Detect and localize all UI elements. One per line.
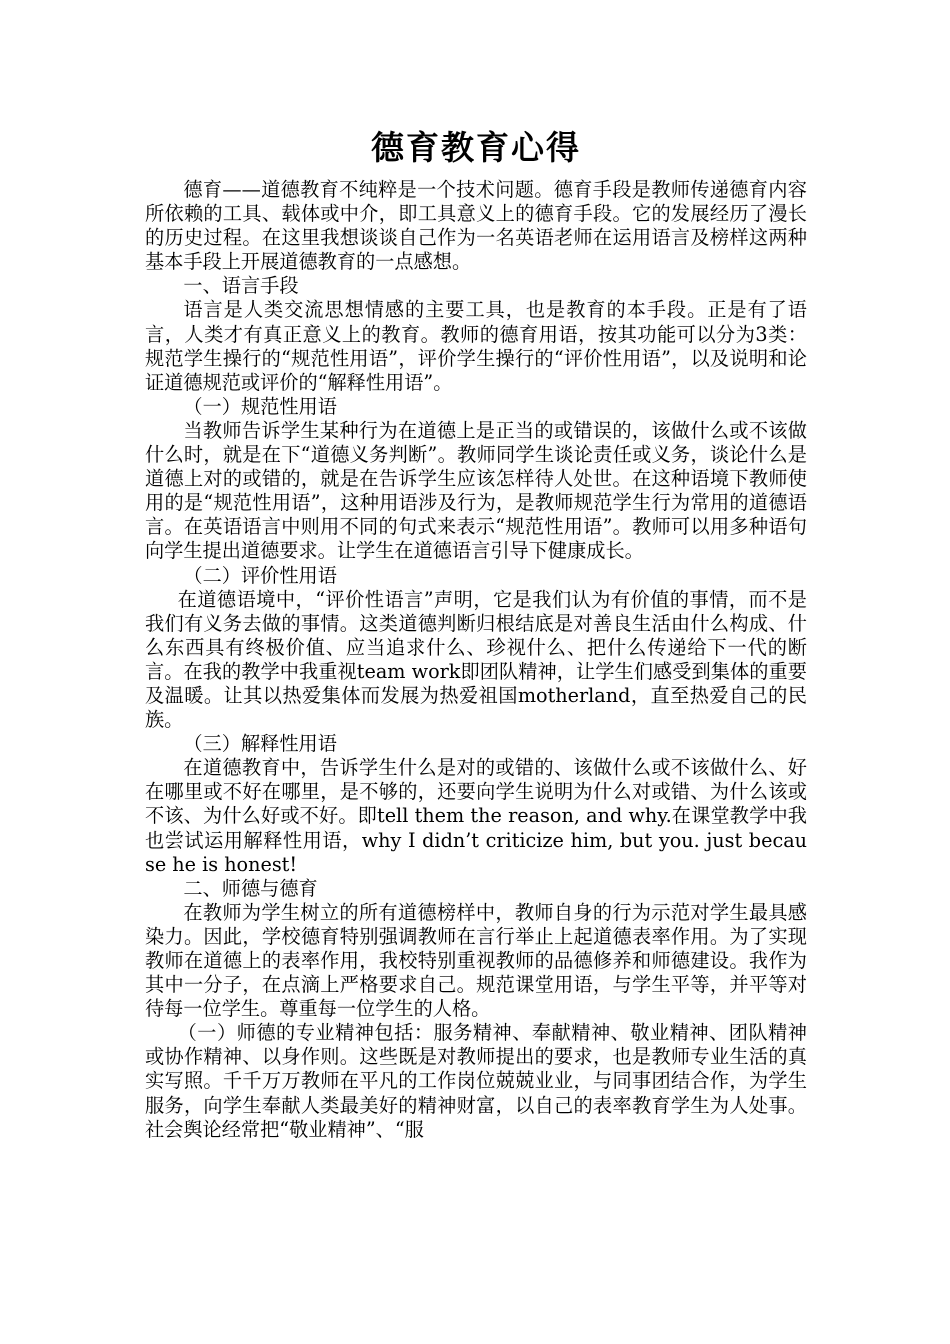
- explanatory-paragraph: 在道德教育中，告诉学生什么是对的或错的、该做什么或不该做什么、好在哪里或不好在哪里，是不够的，还要向学生说明为什么对或错、为什么该或不该、为什么好或不好。即tell them the reason, and why.在课堂教学中我也尝试运用解释性用语，why I didn’t criticize him, but you. just because he is honest!: [145, 756, 807, 876]
- subheading-normative: （一）规范性用语: [183, 394, 337, 418]
- section-heading-ethics: 二、师德与德育: [183, 876, 318, 900]
- normative-paragraph: 当教师告诉学生某种行为在道德上是正当的或错误的，该做什么或不该做什么时，就是在下“道德义务判断”。教师同学生谈论责任或义务，谈论什么是道德上对的或错的，就是在告诉学生应该怎样待人处世。在这种语境下教师使用的是“规范性用语”，这种用语涉及行为，是教师规范学生行为常用的道德语言。在英语语言中则用不同的句式来表示“规范性用语”。教师可以用多种语句向学生提出道德要求。让学生在道德语言引导下健康成长。: [145, 418, 807, 563]
- ethics-paragraph: 在教师为学生树立的所有道德榜样中，教师自身的行为示范对学生最具感染力。因此，学校德育特别强调教师在言行举止上起道德表率作用。为了实现教师在道德上的表率作用，我校特别重视教师的品德修养和师德建设。我作为其中一分子，在点滴上严格要求自己。规范课堂用语，与学生平等，并平等对待每一位学生。尊重每一位学生的人格。: [145, 900, 807, 1021]
- section-heading-language: 一、语言手段: [183, 274, 299, 298]
- professional-spirit-paragraph: （一）师德的专业精神包括：服务精神、奉献精神、敬业精神、团队精神或协作精神、以身作则。这些既是对教师提出的要求，也是教师专业生活的真实写照。千千万万教师在平凡的工作岗位兢兢业业，与同事团结合作，为学生服务，向学生奉献人类最美好的精神财富，以自己的表率教育学生为人处事。社会舆论经常把“敬业精神”、“服: [145, 1021, 807, 1141]
- language-paragraph: 语言是人类交流思想情感的主要工具，也是教育的本手段。正是有了语言，人类才有真正意义上的教育。教师的德育用语，按其功能可以分为3类：规范学生操行的“规范性用语”，评价学生操行的“评价性用语”，以及说明和论证道德规范或评价的“解释性用语”。: [145, 298, 807, 394]
- intro-paragraph: 德育——道德教育不纯粹是一个技术问题。德育手段是教师传递德育内容所依赖的工具、载体或中介，即工具意义上的德育手段。它的发展经历了漫长的历史过程。在这里我想谈谈自己作为一名英语老师在运用语言及榜样这两种基本手段上开展道德教育的一点感想。: [145, 178, 807, 274]
- subheading-evaluative: （二）评价性用语: [183, 563, 337, 587]
- subheading-explanatory: （三）解释性用语: [183, 732, 337, 756]
- evaluative-paragraph: 在道德语境中，“评价性语言”声明，它是我们认为有价值的事情，而不是我们有义务去做的事情。这类道德判断归根结底是对善良生活由什么构成、什么东西具有终极价值、应当追求什么、珍视什么、把什么传递给下一代的断言。在我的教学中我重视team work即团队精神，让学生们感受到集体的重要及温暖。让其以热爱集体而发展为热爱祖国motherland，直至热爱自己的民族。: [145, 587, 807, 732]
- document-page: [145, 118, 807, 1142]
- page-title: 德育教育心得: [371, 128, 581, 167]
